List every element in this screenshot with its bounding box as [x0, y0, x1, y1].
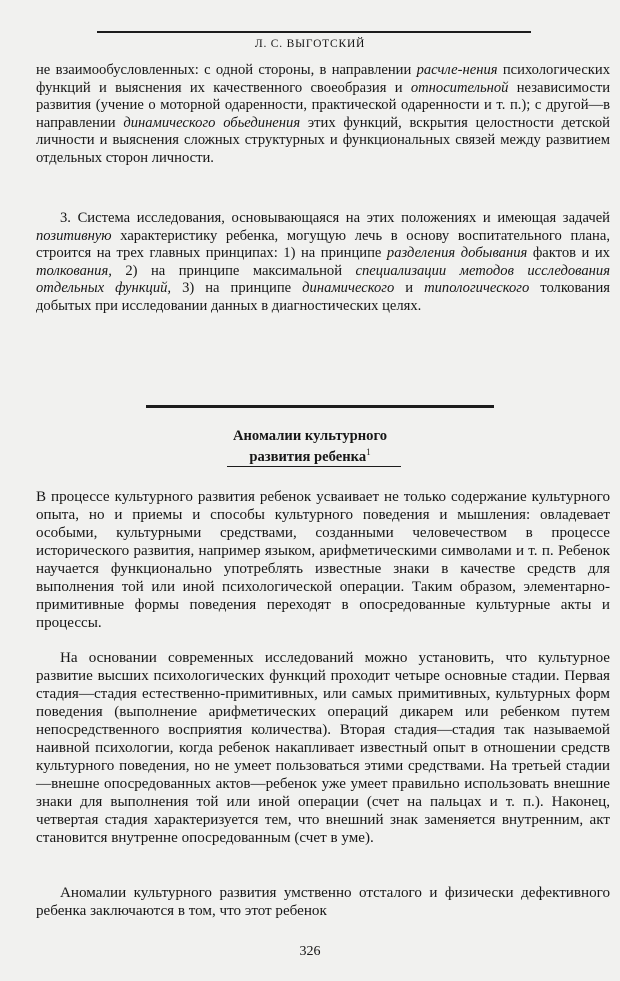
- top-paragraph: не взаимообусловленных: с одной стороны, в направлении расчле-нения психологических функций и выяснения их качественного своеобразия и относительной независимости развития (учение о моторной одаренности, практической одаренности и т. п.); с другой—в направлении динамического обьединения этих функций, вскрытия целостности детской личности и выяснения сложных структурных и функциональных связей между развитием отдельных сторон личности.: [36, 62, 611, 166]
- body-paragraph-3: Аномалии культурного развития умственно отсталого и физически дефективного ребенка заключаются в том, что этот ребенок: [36, 885, 610, 920]
- running-head: Л. С. ВЫГОТСКИЙ: [254, 38, 366, 50]
- footnote-mark: 1: [366, 447, 371, 457]
- section-title-line-2: развития ребенка$^1$: [249, 447, 371, 465]
- section-rule-top: [146, 405, 494, 408]
- body-paragraph-1: В процессе культурного развития ребенок усваивает не только содержание культурного опыта, но и приемы и способы культурного поведения и мышления: овладевает особыми, культурными средствами, созданными человечеством в процессе исторического развития, например языком, арифметическими символами и т. п. Ребенок научается функционально употреблять известные знаки в качестве средств для выполнения той или иной психологической операции. Таким образом, элементарно-примитивные формы поведения переходят в опосредованные культурные акты и процессы.: [36, 489, 610, 632]
- point-3-paragraph: 3. Система исследования, основывающаяся на этих положениях и имеющая задачей позитивную характеристику ребенка, могущую лечь в основу воспитательного плана, строится на трех главных принципах: 1) на принципе разделения добывания фактов и их толкования, 2) на принципе максимальной специализации методов исследования отдельных функций, 3) на принципе динамического и типологического толкования добытых при исследовании данных в диагностических целях.: [36, 210, 610, 314]
- section-title-line-1: Аномалии культурного: [232, 428, 388, 444]
- body-paragraph-2: На основании современных исследований можно установить, что культурное развитие высших психологических функций проходит четыре основные стадии. Первая стадия—стадия естественно-примитивных, или самых примитивных, культурных форм поведения (выполнение арифметических операций дикарем или ребенком путем непосредственного восприятия количества). Вторая стадия—стадия так называемой наивной психологии, когда ребенок накапливает известный опыт в отношении средств культурного поведения, но не умеет пользоваться этими средствами. На третьей стадии—внешне опосредованных актов—ребенок уже умеет правильно использовать внешние знаки для выполнения той или иной операции (счет на пальцах и т. п.). Наконец, четвертая стадия характеризуется тем, что внешний знак заменяется внутренним, акт становится внутренне опосредованным (счет в уме).: [36, 650, 610, 847]
- section-rule-bottom: [227, 466, 401, 467]
- page-number: 326: [299, 944, 321, 959]
- header-rule: [97, 31, 531, 33]
